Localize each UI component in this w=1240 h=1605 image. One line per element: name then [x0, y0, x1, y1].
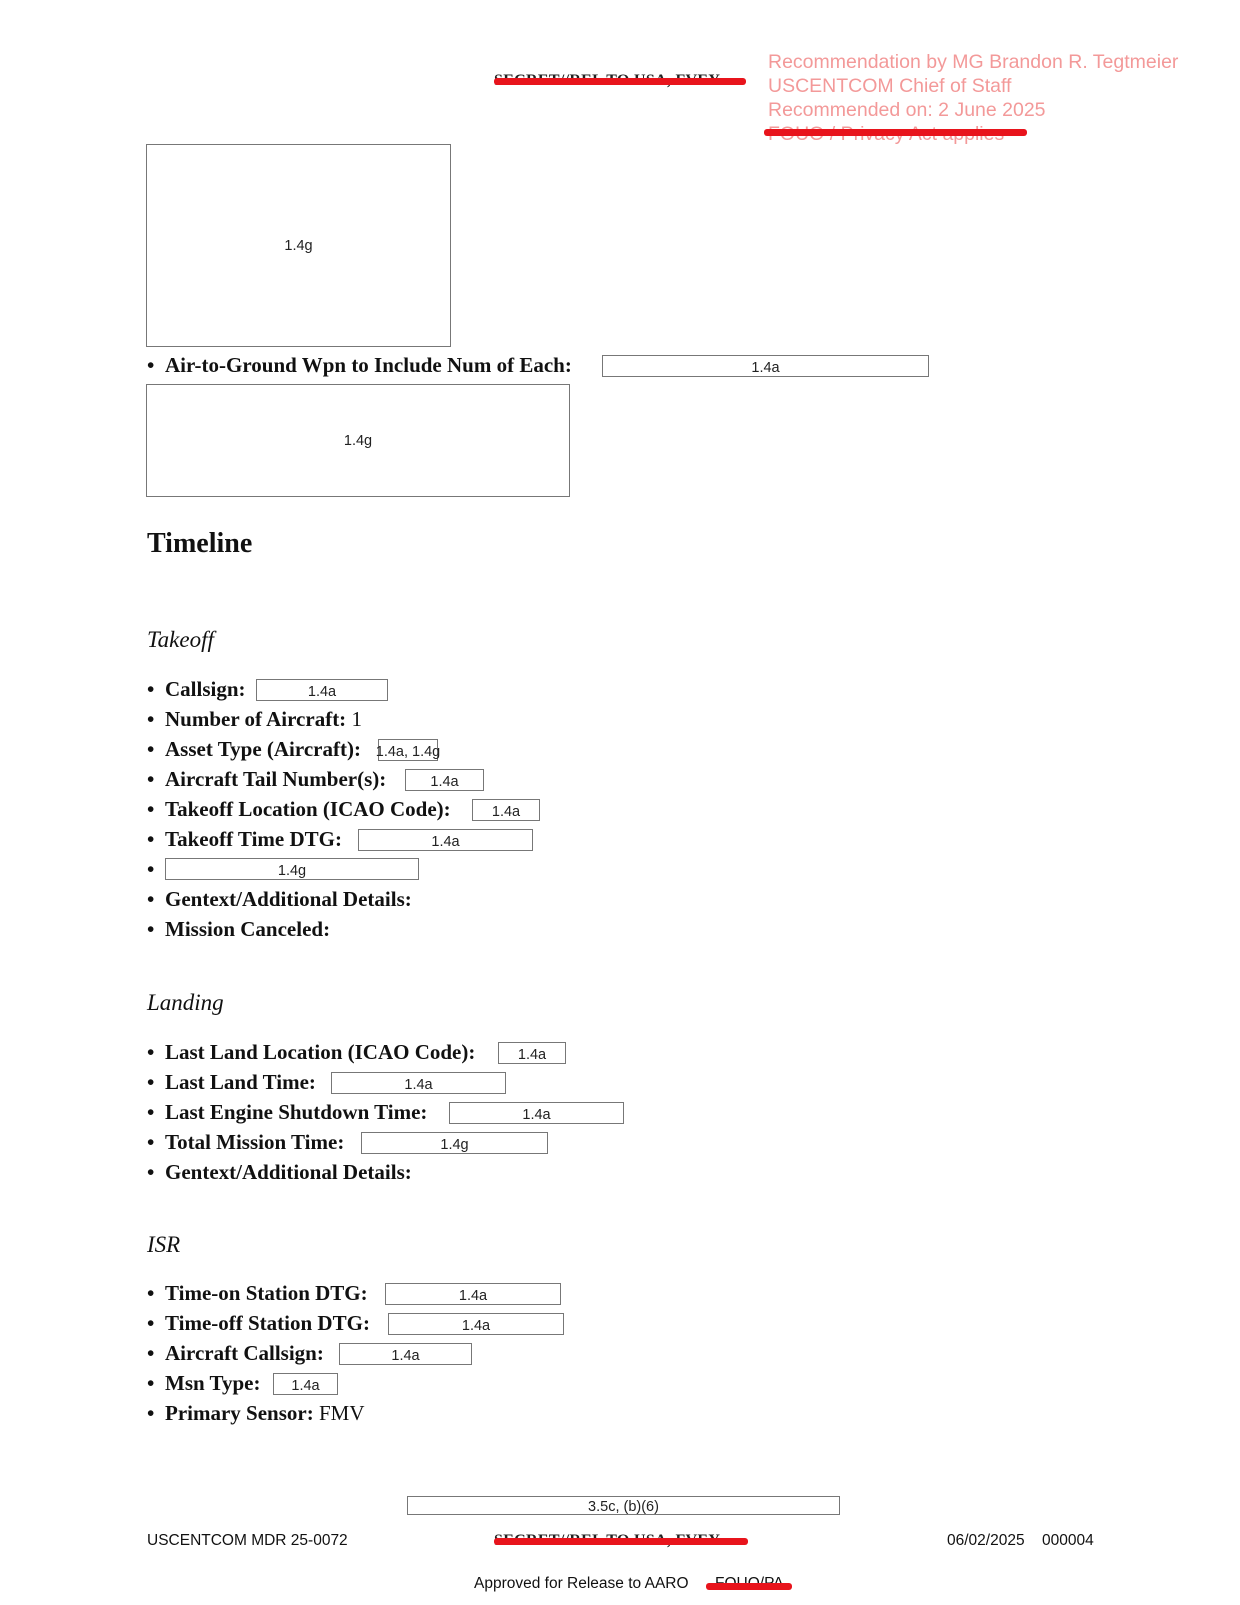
header-classification-strike: [494, 78, 746, 85]
item-value: FMV: [313, 1401, 365, 1425]
item-label: Aircraft Tail Number(s):: [165, 767, 387, 791]
isr-item-callsign: [147, 1340, 324, 1366]
bullet: •: [147, 353, 155, 377]
takeoff-item-location: [147, 796, 451, 822]
isr-heading: ISR: [147, 1232, 181, 1257]
item-label: Gentext/Additional Details:: [165, 887, 412, 911]
redaction-land-location: 1.4a: [498, 1042, 566, 1064]
landing-item-shutdown: [147, 1099, 427, 1125]
item-label: Aircraft Callsign:: [165, 1341, 324, 1365]
redaction-tail-number: 1.4a: [405, 769, 484, 791]
bullet: •: [147, 677, 155, 701]
redaction-shutdown-time: 1.4a: [449, 1102, 624, 1124]
landing-heading: Landing: [147, 990, 224, 1015]
takeoff-item-callsign: [147, 676, 246, 702]
bullet: •: [147, 1341, 155, 1365]
item-value: 1: [346, 707, 362, 731]
bullet: •: [147, 1130, 155, 1154]
bullet: •: [147, 797, 155, 821]
bullet: •: [147, 1040, 155, 1064]
bullet: •: [147, 917, 155, 941]
isr-item-msn-type: [147, 1370, 260, 1396]
footer-mdr: USCENTCOM MDR 25-0072: [147, 1532, 348, 1549]
takeoff-item-time-dtg: [147, 826, 342, 852]
stamp-line-1: Recommendation by MG Brandon R. Tegtmeier: [768, 51, 1179, 73]
item-label: Gentext/Additional Details:: [165, 1160, 412, 1184]
bullet: •: [147, 1401, 155, 1425]
bullet: •: [147, 767, 155, 791]
item-label: Last Land Time:: [165, 1070, 316, 1094]
isr-item-time-off: [147, 1310, 370, 1336]
redaction-time-on: 1.4a: [385, 1283, 561, 1305]
footer-date: 06/02/2025: [947, 1532, 1025, 1549]
bullet: •: [147, 1371, 155, 1395]
redaction-time-off: 1.4a: [388, 1313, 564, 1335]
isr-item-time-on: [147, 1280, 368, 1306]
item-label: Primary Sensor:: [165, 1401, 314, 1425]
redaction-isr-callsign: 1.4a: [339, 1343, 472, 1365]
bullet: •: [147, 1160, 155, 1184]
item-label: Asset Type (Aircraft):: [165, 737, 361, 761]
stamp-line-2: USCENTCOM Chief of Staff: [768, 75, 1012, 97]
item-label: Takeoff Location (ICAO Code):: [165, 797, 451, 821]
item-label: Mission Canceled:: [165, 917, 331, 941]
takeoff-item-redacted: [147, 856, 165, 882]
takeoff-item-num-aircraft: [147, 706, 362, 732]
redaction-takeoff-location: 1.4a: [472, 799, 540, 821]
landing-item-time: [147, 1069, 316, 1095]
redaction-takeoff-time: 1.4a: [358, 829, 533, 851]
redaction-msn-type: 1.4a: [273, 1373, 338, 1395]
bullet: •: [147, 857, 155, 881]
item-label: Callsign:: [165, 677, 246, 701]
item-label: Number of Aircraft:: [165, 707, 347, 731]
footer-release-strike: [706, 1583, 792, 1590]
item-label: Time-off Station DTG:: [165, 1311, 370, 1335]
stamp-strike: [764, 129, 1027, 136]
takeoff-item-tail-number: [147, 766, 386, 792]
isr-item-primary-sensor: [147, 1400, 365, 1426]
footer-release-text: Approved for Release to AARO: [474, 1575, 689, 1592]
item-label: Last Engine Shutdown Time:: [165, 1100, 428, 1124]
takeoff-item-gentext: [147, 886, 412, 912]
redaction-box-large-1: 1.4g: [146, 144, 451, 347]
item-label: Last Land Location (ICAO Code):: [165, 1040, 476, 1064]
takeoff-item-asset-type: [147, 736, 361, 762]
redaction-land-time: 1.4a: [331, 1072, 506, 1094]
redaction-total-time: 1.4g: [361, 1132, 548, 1154]
footer-page-number: 000004: [1042, 1532, 1094, 1549]
footer-redaction: 3.5c, (b)(6): [407, 1496, 840, 1515]
redaction-box-large-2: 1.4g: [146, 384, 570, 497]
bullet: •: [147, 887, 155, 911]
landing-item-gentext: [147, 1159, 412, 1185]
bullet: •: [147, 737, 155, 761]
bullet: •: [147, 1311, 155, 1335]
item-label: Time-on Station DTG:: [165, 1281, 368, 1305]
bullet: •: [147, 1100, 155, 1124]
timeline-title: Timeline: [147, 528, 253, 559]
landing-item-total-time: [147, 1129, 344, 1155]
bullet: •: [147, 1070, 155, 1094]
takeoff-heading: Takeoff: [147, 627, 214, 652]
redaction-takeoff-line: 1.4g: [165, 858, 419, 880]
takeoff-item-mission-canceled: [147, 916, 330, 942]
bullet: •: [147, 827, 155, 851]
redaction-callsign: 1.4a: [256, 679, 388, 701]
bullet: •: [147, 707, 155, 731]
air-to-ground-item: [147, 352, 572, 378]
landing-item-location: [147, 1039, 475, 1065]
item-label: Total Mission Time:: [165, 1130, 345, 1154]
bullet: •: [147, 1281, 155, 1305]
footer-classification-strike: [494, 1538, 748, 1545]
air-to-ground-label: Air-to-Ground Wpn to Include Num of Each:: [165, 353, 572, 377]
redaction-asset-type: 1.4a, 1.4g: [378, 739, 438, 761]
air-to-ground-redaction: 1.4a: [602, 355, 929, 377]
item-label: Msn Type:: [165, 1371, 261, 1395]
item-label: Takeoff Time DTG:: [165, 827, 342, 851]
stamp-line-3: Recommended on: 2 June 2025: [768, 99, 1046, 121]
